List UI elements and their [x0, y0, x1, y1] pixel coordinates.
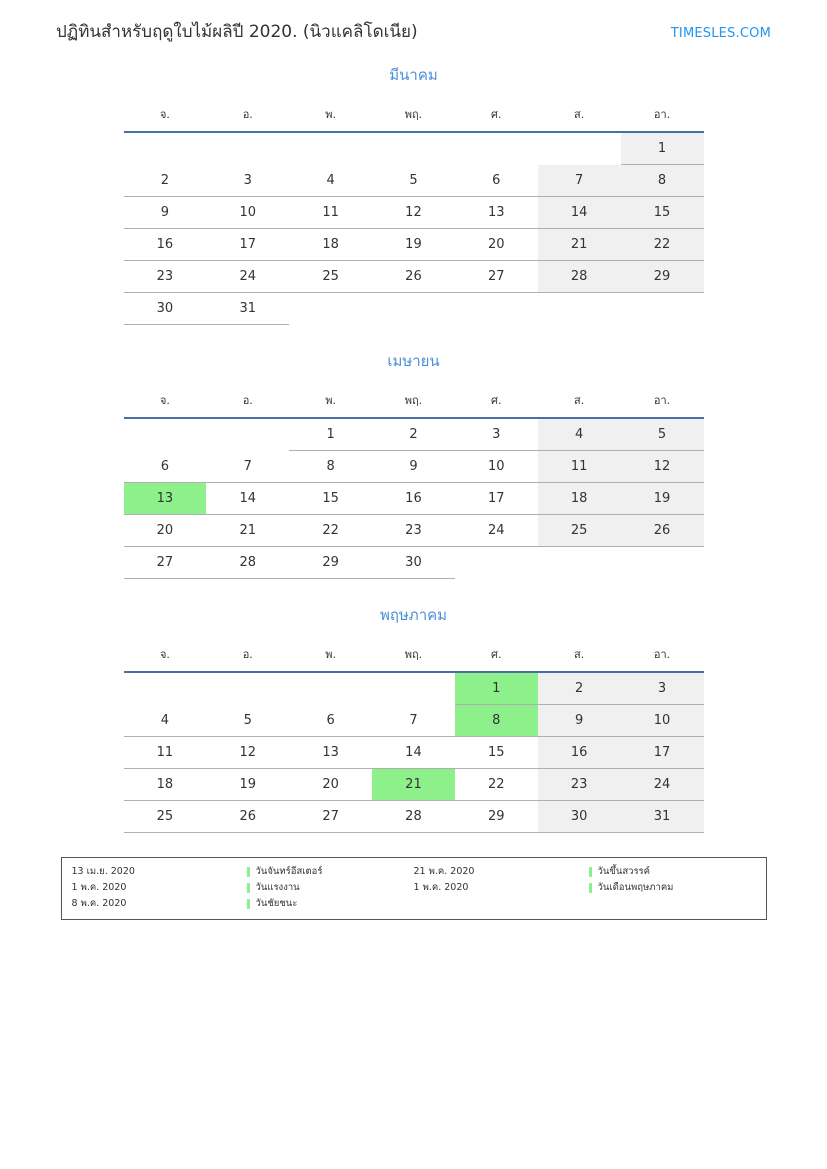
day-cell[interactable]: 3 — [621, 672, 704, 705]
day-cell[interactable]: 27 — [455, 261, 538, 293]
day-cell[interactable]: 26 — [206, 801, 289, 833]
weekday-header: จ. — [124, 101, 207, 132]
day-cell[interactable]: 4 — [538, 418, 621, 451]
weekday-header: ศ. — [455, 101, 538, 132]
legend-color-swatch — [247, 883, 250, 893]
week-row — [124, 197, 704, 229]
weekday-header-row — [124, 387, 704, 418]
empty-cell — [372, 672, 455, 705]
day-cell[interactable]: 11 — [289, 197, 372, 229]
day-cell[interactable]: 2 — [538, 672, 621, 705]
day-cell[interactable]: 1 — [621, 132, 704, 165]
day-cell[interactable]: 16 — [372, 483, 455, 515]
day-cell[interactable]: 24 — [621, 769, 704, 801]
day-cell[interactable]: 26 — [372, 261, 455, 293]
weekday-header: พฤ. — [372, 641, 455, 672]
empty-cell — [455, 132, 538, 165]
empty-cell — [621, 547, 704, 579]
day-cell[interactable]: 11 — [124, 737, 207, 769]
week-row — [124, 229, 704, 261]
day-cell[interactable]: 20 — [289, 769, 372, 801]
week-row — [124, 165, 704, 197]
month-table — [124, 101, 704, 325]
weekday-header-row — [124, 101, 704, 132]
weekday-header: ส. — [538, 387, 621, 418]
day-cell[interactable]: 5 — [206, 705, 289, 737]
day-cell[interactable]: 7 — [538, 165, 621, 197]
legend-label: วันขึ้นสวรรค์ — [597, 866, 651, 877]
day-cell[interactable]: 25 — [538, 515, 621, 547]
day-cell[interactable]: 27 — [289, 801, 372, 833]
day-cell[interactable]: 4 — [124, 705, 207, 737]
day-cell[interactable]: 16 — [124, 229, 207, 261]
day-cell[interactable]: 17 — [621, 737, 704, 769]
legend-date: 21 พ.ค. 2020 — [413, 866, 475, 877]
day-cell[interactable]: 7 — [372, 705, 455, 737]
holiday-day-cell[interactable]: 8 — [455, 705, 538, 737]
weekday-header: อา. — [621, 641, 704, 672]
weekday-header: พฤ. — [372, 101, 455, 132]
weekday-header: ส. — [538, 101, 621, 132]
day-cell[interactable]: 21 — [206, 515, 289, 547]
empty-cell — [206, 672, 289, 705]
weekday-header: พฤ. — [372, 387, 455, 418]
day-cell[interactable]: 8 — [621, 165, 704, 197]
day-cell[interactable]: 7 — [206, 451, 289, 483]
week-row — [124, 418, 704, 451]
month-block — [124, 349, 704, 579]
holiday-day-cell[interactable]: 21 — [372, 769, 455, 801]
day-cell[interactable]: 10 — [206, 197, 289, 229]
week-row — [124, 801, 704, 833]
empty-cell — [372, 132, 455, 165]
empty-cell — [372, 293, 455, 325]
empty-cell — [124, 132, 207, 165]
day-cell[interactable]: 9 — [124, 197, 207, 229]
day-cell[interactable]: 25 — [124, 801, 207, 833]
week-row — [124, 132, 704, 165]
day-cell[interactable]: 29 — [621, 261, 704, 293]
empty-cell — [455, 293, 538, 325]
day-cell[interactable]: 16 — [538, 737, 621, 769]
day-cell[interactable]: 12 — [621, 451, 704, 483]
month-title: เมษายน — [387, 352, 440, 370]
legend-column-left — [72, 864, 414, 912]
day-cell[interactable]: 31 — [621, 801, 704, 833]
weekday-header: ศ. — [455, 387, 538, 418]
empty-cell — [538, 132, 621, 165]
weekday-header: พ. — [289, 387, 372, 418]
day-cell[interactable]: 2 — [124, 165, 207, 197]
day-cell[interactable]: 19 — [372, 229, 455, 261]
month-block — [124, 603, 704, 833]
day-cell[interactable]: 29 — [455, 801, 538, 833]
legend-date: 1 พ.ค. 2020 — [413, 882, 469, 893]
month-table — [124, 387, 704, 579]
day-cell[interactable]: 22 — [289, 515, 372, 547]
day-cell[interactable]: 15 — [289, 483, 372, 515]
day-cell[interactable]: 22 — [455, 769, 538, 801]
brand-link[interactable]: TIMESLES.COM — [670, 26, 771, 41]
weekday-header: จ. — [124, 387, 207, 418]
day-cell[interactable]: 11 — [538, 451, 621, 483]
legend-color-swatch — [247, 899, 250, 909]
holiday-day-cell[interactable]: 1 — [455, 672, 538, 705]
weekday-header: อ. — [206, 101, 289, 132]
day-cell[interactable]: 3 — [455, 418, 538, 451]
week-row — [124, 483, 704, 515]
legend-row — [414, 864, 756, 880]
empty-cell — [289, 293, 372, 325]
day-cell[interactable]: 30 — [124, 293, 207, 325]
day-cell[interactable]: 14 — [538, 197, 621, 229]
legend-label: วันชัยชนะ — [255, 898, 298, 909]
day-cell[interactable]: 27 — [124, 547, 207, 579]
day-cell[interactable]: 6 — [289, 705, 372, 737]
day-cell[interactable]: 14 — [206, 483, 289, 515]
legend-row — [72, 896, 414, 912]
legend — [61, 857, 767, 920]
day-cell[interactable]: 25 — [289, 261, 372, 293]
legend-date: 1 พ.ค. 2020 — [71, 882, 127, 893]
day-cell[interactable]: 30 — [372, 547, 455, 579]
day-cell[interactable]: 13 — [455, 197, 538, 229]
empty-cell — [538, 293, 621, 325]
day-cell[interactable]: 30 — [538, 801, 621, 833]
empty-cell — [124, 672, 207, 705]
day-cell[interactable]: 28 — [206, 547, 289, 579]
day-cell[interactable]: 31 — [206, 293, 289, 325]
legend-color-swatch — [247, 867, 250, 877]
day-cell[interactable]: 18 — [289, 229, 372, 261]
weekday-header-row — [124, 641, 704, 672]
day-cell[interactable]: 18 — [538, 483, 621, 515]
weekday-header: ศ. — [455, 641, 538, 672]
page-header — [56, 18, 771, 45]
day-cell[interactable]: 28 — [538, 261, 621, 293]
day-cell[interactable]: 24 — [206, 261, 289, 293]
day-cell[interactable]: 4 — [289, 165, 372, 197]
empty-cell — [289, 132, 372, 165]
week-row — [124, 547, 704, 579]
empty-cell — [206, 418, 289, 451]
day-cell[interactable]: 12 — [206, 737, 289, 769]
week-row — [124, 672, 704, 705]
day-cell[interactable]: 2 — [372, 418, 455, 451]
weekday-header: จ. — [124, 641, 207, 672]
legend-row — [72, 864, 414, 880]
legend-label: วันเดือนพฤษภาคม — [597, 882, 674, 893]
day-cell[interactable]: 29 — [289, 547, 372, 579]
week-row — [124, 737, 704, 769]
day-cell[interactable]: 20 — [455, 229, 538, 261]
day-cell[interactable]: 19 — [206, 769, 289, 801]
day-cell[interactable]: 5 — [372, 165, 455, 197]
week-row — [124, 261, 704, 293]
day-cell[interactable]: 21 — [538, 229, 621, 261]
day-cell[interactable]: 13 — [289, 737, 372, 769]
day-cell[interactable]: 23 — [538, 769, 621, 801]
weekday-header: อ. — [206, 641, 289, 672]
week-row — [124, 293, 704, 325]
weekday-header: อา. — [621, 387, 704, 418]
legend-label: วันจันทร์อีสเตอร์ — [255, 866, 323, 877]
legend-color-swatch — [589, 867, 592, 877]
day-cell[interactable]: 6 — [455, 165, 538, 197]
empty-cell — [538, 547, 621, 579]
day-cell[interactable]: 8 — [289, 451, 372, 483]
day-cell[interactable]: 26 — [621, 515, 704, 547]
day-cell[interactable]: 17 — [206, 229, 289, 261]
week-row — [124, 515, 704, 547]
day-cell[interactable]: 23 — [124, 261, 207, 293]
holiday-day-cell[interactable]: 13 — [124, 483, 207, 515]
page-title: ปฏิทินสำหรับฤดูใบไม้ผลิปี 2020. (นิวแคลิโดเนีย) — [56, 22, 418, 42]
day-cell[interactable]: 19 — [621, 483, 704, 515]
empty-cell — [206, 132, 289, 165]
day-cell[interactable]: 6 — [124, 451, 207, 483]
weekday-header: พ. — [289, 641, 372, 672]
legend-date: 8 พ.ค. 2020 — [71, 898, 127, 909]
weekday-header: อา. — [621, 101, 704, 132]
day-cell[interactable]: 15 — [621, 197, 704, 229]
day-cell[interactable]: 24 — [455, 515, 538, 547]
day-cell[interactable]: 18 — [124, 769, 207, 801]
weekday-header: อ. — [206, 387, 289, 418]
month-title: มีนาคม — [389, 66, 438, 84]
empty-cell — [455, 547, 538, 579]
day-cell[interactable]: 12 — [372, 197, 455, 229]
legend-date: 13 เม.ย. 2020 — [71, 866, 135, 877]
day-cell[interactable]: 23 — [372, 515, 455, 547]
day-cell[interactable]: 22 — [621, 229, 704, 261]
day-cell[interactable]: 5 — [621, 418, 704, 451]
day-cell[interactable]: 20 — [124, 515, 207, 547]
month-block — [124, 63, 704, 325]
legend-row — [72, 880, 414, 896]
week-row — [124, 705, 704, 737]
day-cell[interactable]: 9 — [372, 451, 455, 483]
legend-color-swatch — [589, 883, 592, 893]
empty-cell — [289, 672, 372, 705]
legend-column-right — [414, 864, 756, 912]
day-cell[interactable]: 14 — [372, 737, 455, 769]
months-container — [56, 63, 771, 833]
day-cell[interactable]: 9 — [538, 705, 621, 737]
weekday-header: ส. — [538, 641, 621, 672]
weekday-header: พ. — [289, 101, 372, 132]
day-cell[interactable]: 17 — [455, 483, 538, 515]
day-cell[interactable]: 10 — [621, 705, 704, 737]
day-cell[interactable]: 15 — [455, 737, 538, 769]
day-cell[interactable]: 28 — [372, 801, 455, 833]
month-title: พฤษภาคม — [379, 606, 448, 624]
legend-row — [414, 880, 756, 896]
month-table — [124, 641, 704, 833]
day-cell[interactable]: 10 — [455, 451, 538, 483]
empty-cell — [621, 293, 704, 325]
week-row — [124, 769, 704, 801]
week-row — [124, 451, 704, 483]
legend-label: วันแรงงาน — [255, 882, 300, 893]
empty-cell — [124, 418, 207, 451]
day-cell[interactable]: 1 — [289, 418, 372, 451]
day-cell[interactable]: 3 — [206, 165, 289, 197]
